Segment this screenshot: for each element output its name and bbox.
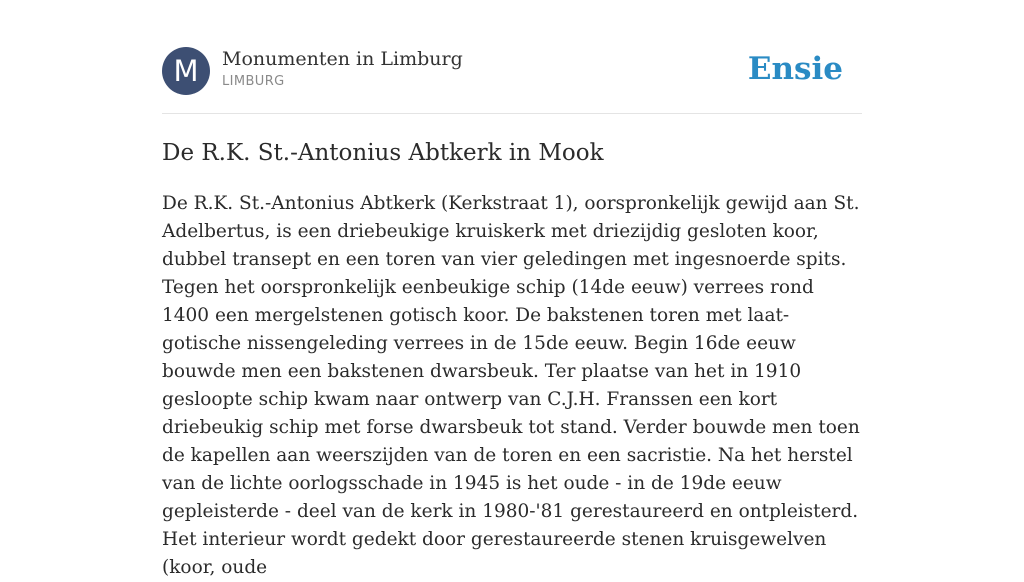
header bbox=[162, 47, 862, 95]
source-subtitle[interactable]: LIMBURG bbox=[222, 74, 285, 89]
brand-logo[interactable]: Ensie bbox=[747, 51, 843, 87]
article-title: De R.K. St.-Antonius Abtkerk in Mook bbox=[162, 140, 604, 166]
divider bbox=[162, 113, 862, 114]
page bbox=[162, 0, 862, 578]
article-body: De R.K. St.-Antonius Abtkerk (Kerkstraat 1), oorspronkelijk gewijd aan St. Adelbertus, is een driebeukige kruiskerk met driezijdig gesloten koor, dubbel transept en een toren van vier geledingen met ingesnoerde spits. Tegen het oorspronkelijk eenbeukige schip (14de eeuw) verrees rond 1400 een mergelstenen gotisch koor. De bakstenen toren met laat-gotische nissengeleding verrees in de 15de eeuw. Begin 16de eeuw bouwde men een bakstenen dwarsbeuk. Ter plaatse van het in 1910 gesloopte schip kwam naar ontwerp van C.J.H. Franssen een kort driebeukig schip met forse dwarsbeuk tot stand. Verder bouwde men toen de kapellen aan weerszijden van de toren en een sacristie. Na het herstel van de lichte oorlogsschade in 1945 is het oude - in de 19de eeuw gepleisterde - deel van de kerk in 1980-'81 gerestaureerd en ontpleisterd. Het interieur wordt gedekt door gerestaureerde stenen kruisgewelven (koor, oude bbox=[162, 193, 860, 578]
source-title[interactable]: Monumenten in Limburg bbox=[222, 48, 463, 70]
avatar[interactable]: M bbox=[162, 47, 210, 95]
